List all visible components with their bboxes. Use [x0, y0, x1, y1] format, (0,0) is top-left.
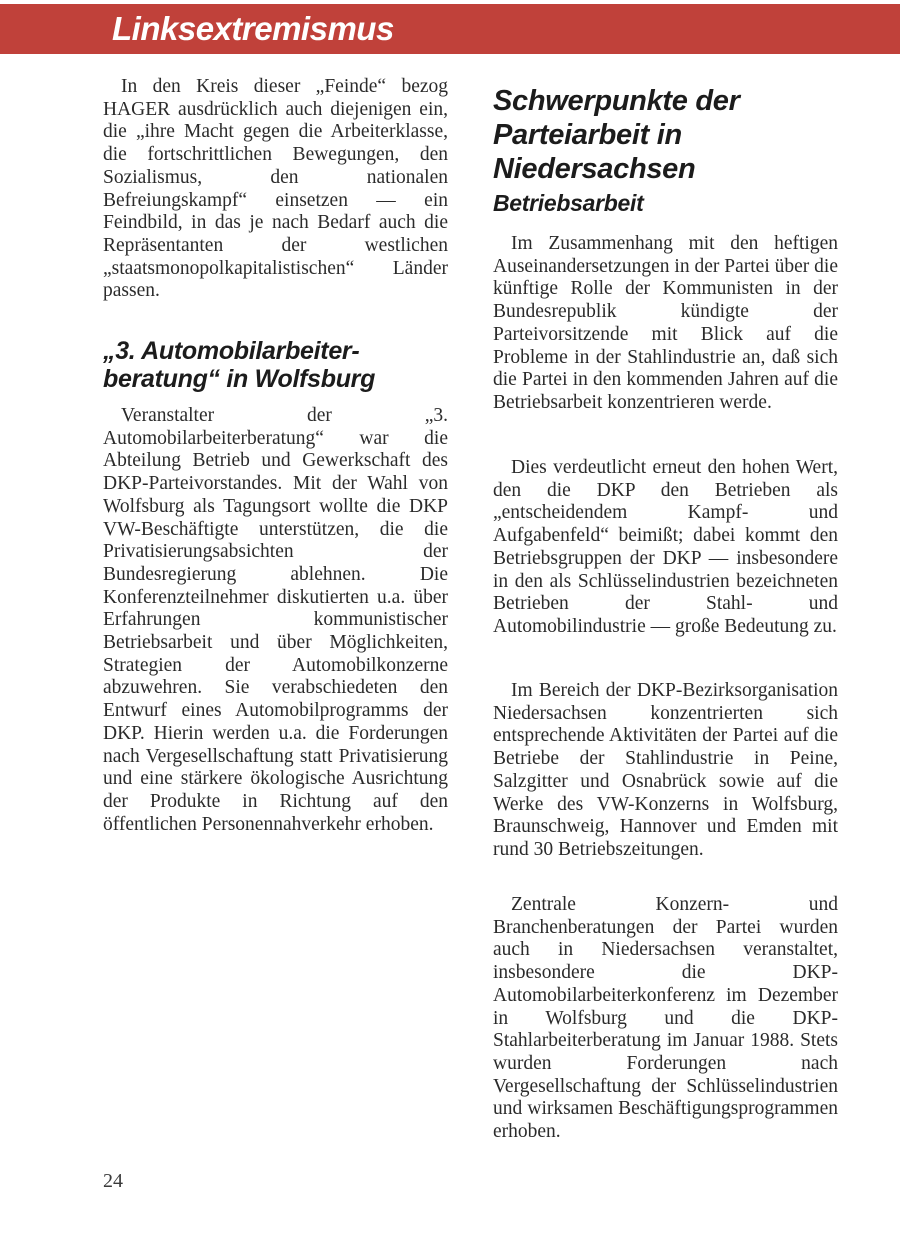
section-heading-automobilarbeiterberatung: [103, 337, 375, 393]
header-band: [0, 4, 900, 54]
intro-paragraph: In den Kreis dieser „Feinde“ bezog HAGER ausdrücklich auch diejenigen ein, die „ihre Macht gegen die Arbeiterklasse, die fortschrittlichen Bewegungen, den Sozialismus, den nationalen Befreiungskampf“ einsetzen — ein Feindbild, in das je nach Bedarf auch die Repräsentanten der westlichen „staatsmonopolkapitalistischen“ Länder passen.: [103, 76, 448, 302]
paragraph-3: Im Bereich der DKP-Bezirksorganisation Niedersachsen konzentrierten sich entsprechende Aktivitäten der Partei auf die Betriebe der Stahlindustrie in Peine, Salzgitter und Osnabrück sowie auf die Werke des VW-Konzerns in Wolfsburg, Braunschweig, Hannover und Emden mit rund 30 Betriebszeitungen.: [493, 680, 838, 860]
main-heading-line-3: Niedersachsen: [493, 153, 696, 185]
paragraph-2: Dies verdeutlicht erneut den hohen Wert, den die DKP den Betrieben als „entscheidendem Kampf- und Aufgabenfeld“ beimißt; dabei kommt den Betriebsgruppen der DKP — insbesondere in den als Schlüsselindustrien bezeichneten Betrieben der Stahl- und Automobilindustrie — große Bedeutung zu.: [493, 457, 838, 637]
page-number: 24: [103, 1170, 123, 1192]
main-heading-line-2: Parteiarbeit in: [493, 119, 682, 151]
section-heading-line-1: „3. Automobilarbeiter-: [103, 337, 360, 365]
paragraph-4: Zentrale Konzern- und Branchenberatungen der Partei wurden auch in Niedersachsen veranstaltet, insbesondere die DKP-Automobilarbeiterkonferenz im Dezember in Wolfsburg und die DKP-Stahlarbeiterberatung im Januar 1988. Stets wurden Forderungen nach Vergesellschaftung der Schlüsselindustrien und wirksamen Beschäftigungsprogrammen erhoben.: [493, 894, 838, 1143]
page-section-title: Linksextremismus: [112, 10, 394, 47]
main-heading: [493, 84, 740, 186]
paragraph-1: Im Zusammenhang mit den heftigen Auseinandersetzungen in der Partei über die künftige Rolle der Kommunisten in der Bundesrepublik kündigte der Parteivorsitzende mit Blick auf die Probleme in der Stahlindustrie an, daß sich die Partei in den kommenden Jahren auf die Betriebsarbeit konzentrieren werde.: [493, 233, 838, 413]
sub-heading-betriebsarbeit: Betriebsarbeit: [493, 190, 644, 216]
section-body-paragraph: Veranstalter der „3. Automobilarbeiterberatung“ war die Abteilung Betrieb und Gewerkschaft des DKP-Parteivorstandes. Mit der Wahl von Wolfsburg als Tagungsort wollte die DKP VW-Beschäftigte unterstützen, die die Privatisierungsabsichten der Bundesregierung ablehnen. Die Konferenzteilnehmer diskutierten u.a. über Erfahrungen kommunistischer Betriebsarbeit und über Möglichkeiten, Strategien der Automobilkonzerne abzuwehren. Sie verabschiedeten den Entwurf eines Automobilprogramms der DKP. Hierin werden u.a. die Forderungen nach Vergesellschaftung statt Privatisierung und eine stärkere ökologische Ausrichtung der Produkte in Richtung auf den öffentlichen Personennahverkehr erhoben.: [103, 405, 448, 835]
section-heading-line-2: beratung“ in Wolfsburg: [103, 365, 376, 393]
main-heading-line-1: Schwerpunkte der: [493, 85, 740, 117]
